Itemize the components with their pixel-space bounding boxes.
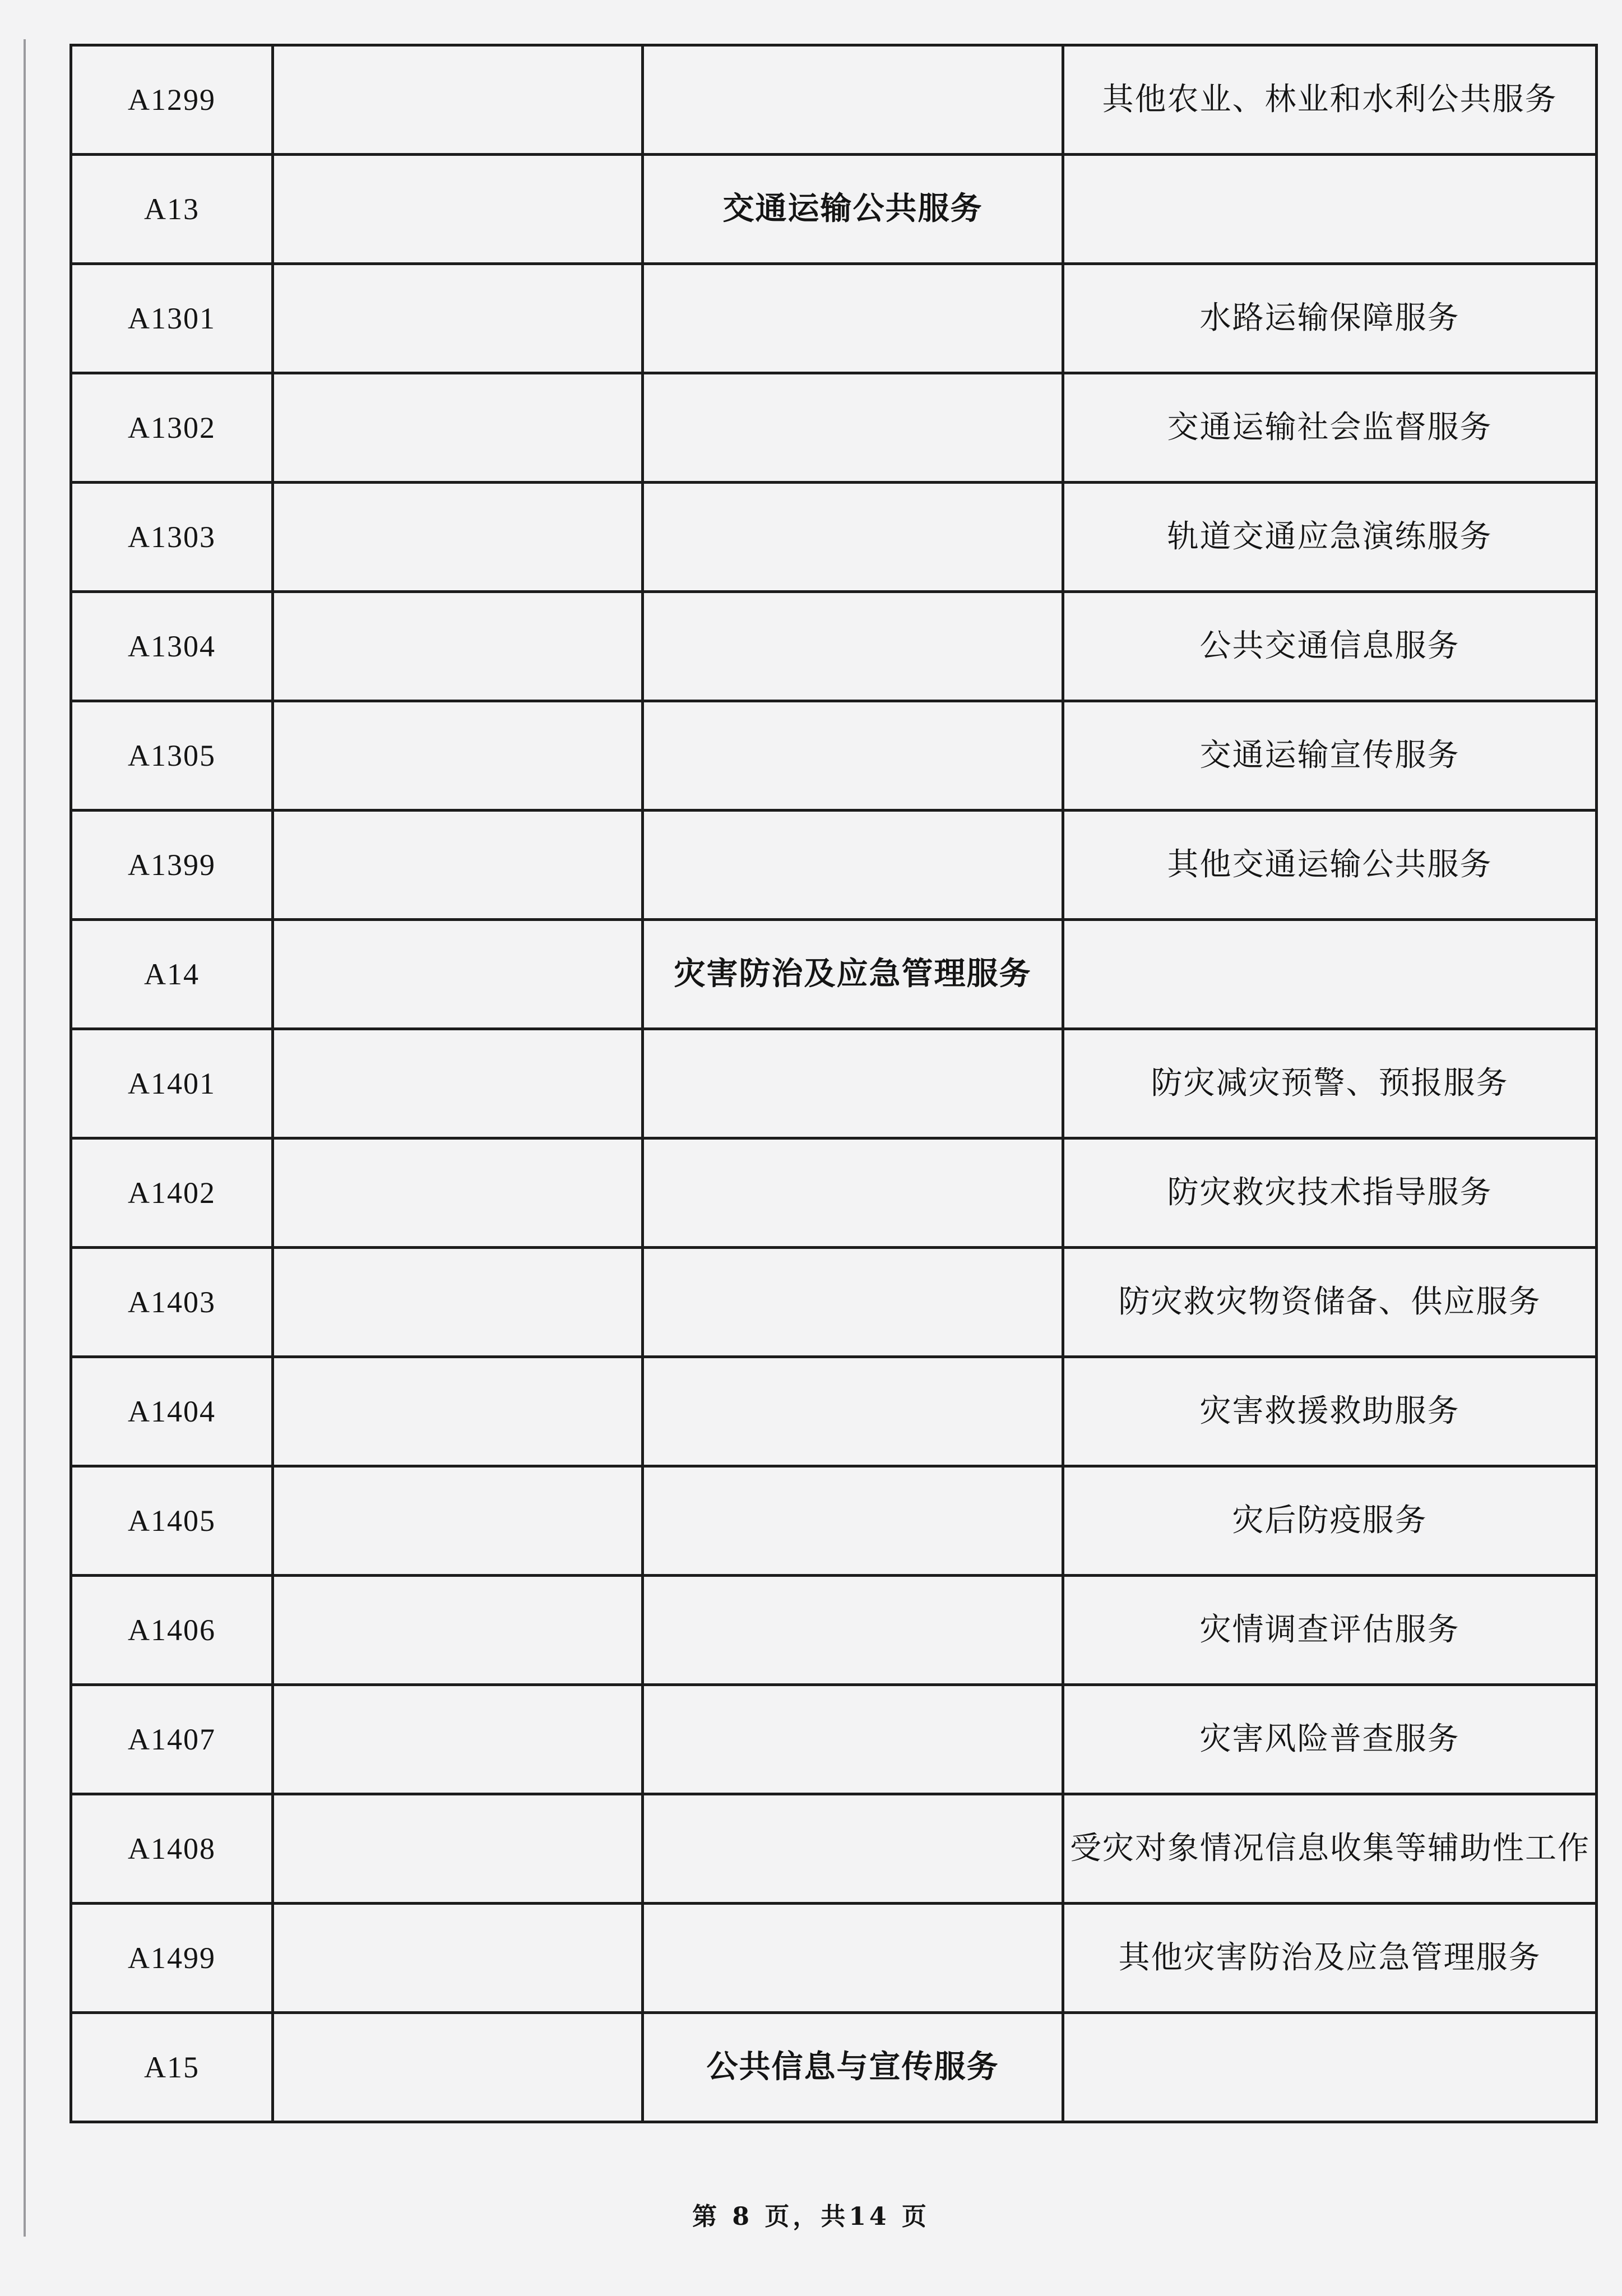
category-cell bbox=[643, 1029, 1063, 1138]
code-cell: A1499 bbox=[71, 1904, 273, 2013]
category-cell bbox=[643, 592, 1063, 701]
service-name-cell: 灾害救援救助服务 bbox=[1063, 1357, 1597, 1466]
table-row bbox=[71, 1904, 1597, 2013]
service-name-cell: 水路运输保障服务 bbox=[1063, 264, 1597, 373]
table-row bbox=[71, 2013, 1597, 2122]
category-cell bbox=[643, 1138, 1063, 1248]
blank-cell bbox=[273, 1576, 643, 1685]
code-cell: A1406 bbox=[71, 1576, 273, 1685]
page-edge-line bbox=[24, 39, 26, 2237]
table-row bbox=[71, 373, 1597, 483]
service-catalog-table-container bbox=[69, 44, 1595, 2123]
code-cell: A14 bbox=[71, 920, 273, 1029]
blank-cell bbox=[273, 920, 643, 1029]
code-cell: A1402 bbox=[71, 1138, 273, 1248]
code-cell: A1401 bbox=[71, 1029, 273, 1138]
service-name-cell: 防灾减灾预警、预报服务 bbox=[1063, 1029, 1597, 1138]
table-row bbox=[71, 1466, 1597, 1576]
code-cell: A1403 bbox=[71, 1248, 273, 1357]
blank-cell bbox=[273, 1248, 643, 1357]
service-name-cell: 交通运输社会监督服务 bbox=[1063, 373, 1597, 483]
category-cell bbox=[643, 373, 1063, 483]
blank-cell bbox=[273, 592, 643, 701]
table-row bbox=[71, 1357, 1597, 1466]
category-cell bbox=[643, 1357, 1063, 1466]
category-cell: 交通运输公共服务 bbox=[643, 155, 1063, 264]
blank-cell bbox=[273, 701, 643, 811]
code-cell: A1299 bbox=[71, 45, 273, 155]
service-name-cell: 灾情调查评估服务 bbox=[1063, 1576, 1597, 1685]
code-cell: A1301 bbox=[71, 264, 273, 373]
service-name-cell: 其他交通运输公共服务 bbox=[1063, 811, 1597, 920]
category-cell bbox=[643, 701, 1063, 811]
category-cell bbox=[643, 1904, 1063, 2013]
service-name-cell bbox=[1063, 2013, 1597, 2122]
page-number-footer: 第 8 页，共14 页 bbox=[692, 2202, 930, 2231]
service-name-cell: 受灾对象情况信息收集等辅助性工作 bbox=[1063, 1794, 1597, 1904]
category-cell bbox=[643, 811, 1063, 920]
code-cell: A1305 bbox=[71, 701, 273, 811]
blank-cell bbox=[273, 483, 643, 592]
code-cell: A13 bbox=[71, 155, 273, 264]
service-catalog-table bbox=[69, 44, 1598, 2123]
table-row bbox=[71, 1248, 1597, 1357]
category-cell bbox=[643, 1466, 1063, 1576]
service-name-cell bbox=[1063, 920, 1597, 1029]
code-cell: A1303 bbox=[71, 483, 273, 592]
service-name-cell: 公共交通信息服务 bbox=[1063, 592, 1597, 701]
blank-cell bbox=[273, 373, 643, 483]
service-name-cell: 交通运输宣传服务 bbox=[1063, 701, 1597, 811]
blank-cell bbox=[273, 1357, 643, 1466]
category-cell: 灾害防治及应急管理服务 bbox=[643, 920, 1063, 1029]
category-cell bbox=[643, 1576, 1063, 1685]
table-row bbox=[71, 483, 1597, 592]
blank-cell bbox=[273, 1794, 643, 1904]
blank-cell bbox=[273, 155, 643, 264]
blank-cell bbox=[273, 1904, 643, 2013]
table-row bbox=[71, 592, 1597, 701]
service-name-cell: 防灾救灾技术指导服务 bbox=[1063, 1138, 1597, 1248]
category-cell bbox=[643, 264, 1063, 373]
table-row bbox=[71, 811, 1597, 920]
code-cell: A1408 bbox=[71, 1794, 273, 1904]
blank-cell bbox=[273, 1466, 643, 1576]
code-cell: A15 bbox=[71, 2013, 273, 2122]
category-cell bbox=[643, 45, 1063, 155]
blank-cell bbox=[273, 45, 643, 155]
table-row bbox=[71, 1685, 1597, 1794]
blank-cell bbox=[273, 811, 643, 920]
table-row bbox=[71, 1794, 1597, 1904]
code-cell: A1405 bbox=[71, 1466, 273, 1576]
service-name-cell bbox=[1063, 155, 1597, 264]
category-cell bbox=[643, 483, 1063, 592]
blank-cell bbox=[273, 1685, 643, 1794]
code-cell: A1304 bbox=[71, 592, 273, 701]
code-cell: A1302 bbox=[71, 373, 273, 483]
table-row bbox=[71, 155, 1597, 264]
service-name-cell: 其他灾害防治及应急管理服务 bbox=[1063, 1904, 1597, 2013]
blank-cell bbox=[273, 264, 643, 373]
table-row bbox=[71, 701, 1597, 811]
blank-cell bbox=[273, 2013, 643, 2122]
service-name-cell: 灾后防疫服务 bbox=[1063, 1466, 1597, 1576]
blank-cell bbox=[273, 1138, 643, 1248]
table-row bbox=[71, 45, 1597, 155]
table-row bbox=[71, 1576, 1597, 1685]
blank-cell bbox=[273, 1029, 643, 1138]
category-cell bbox=[643, 1794, 1063, 1904]
table-body bbox=[71, 45, 1597, 2122]
service-name-cell: 防灾救灾物资储备、供应服务 bbox=[1063, 1248, 1597, 1357]
code-cell: A1404 bbox=[71, 1357, 273, 1466]
table-row bbox=[71, 1138, 1597, 1248]
table-row bbox=[71, 264, 1597, 373]
code-cell: A1407 bbox=[71, 1685, 273, 1794]
category-cell bbox=[643, 1685, 1063, 1794]
category-cell: 公共信息与宣传服务 bbox=[643, 2013, 1063, 2122]
table-row bbox=[71, 920, 1597, 1029]
service-name-cell: 灾害风险普查服务 bbox=[1063, 1685, 1597, 1794]
service-name-cell: 其他农业、林业和水利公共服务 bbox=[1063, 45, 1597, 155]
category-cell bbox=[643, 1248, 1063, 1357]
service-name-cell: 轨道交通应急演练服务 bbox=[1063, 483, 1597, 592]
code-cell: A1399 bbox=[71, 811, 273, 920]
table-row bbox=[71, 1029, 1597, 1138]
